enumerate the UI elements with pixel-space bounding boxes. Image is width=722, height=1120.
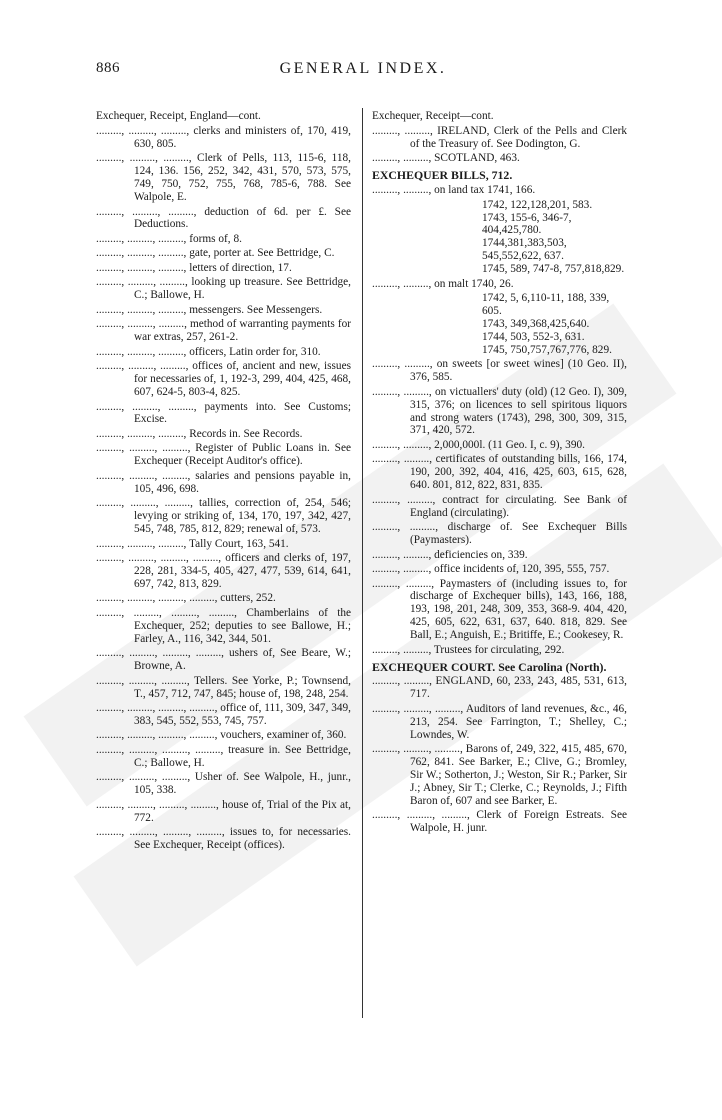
index-entry: ........., ........., ........., payments into. See Customs; Excise. [96, 400, 351, 426]
index-entry: ........., ........., ........., Records in. See Records. [96, 427, 303, 440]
index-heading: EXCHEQUER COURT. See Carolina (North). [372, 659, 607, 674]
index-entry: ........., ........., ........., officers, Latin order for, 310. [96, 345, 321, 358]
index-entry: ........., ........., deficiencies on, 339. [372, 548, 528, 561]
continued-heading: Exchequer, Receipt, England—cont. [96, 110, 261, 122]
index-entry: ........., ........., ........., Usher of. See Walpole, H., junr., 105, 338. [96, 771, 351, 797]
continued-heading: Exchequer, Receipt—cont. [372, 110, 494, 122]
index-entry: ........., ........., 2,000,000l. (11 Geo. I, c. 9), 390. [372, 438, 585, 451]
index-entry: ........., ........., ........., letters of direction, 17. [96, 261, 292, 274]
index-entry: ........., ........., ........., salaries and pensions payable in, 105, 496, 698. [96, 469, 351, 495]
index-entry: ........., ........., ........., ........., officers and clerks of, 197, 228, 281, 334-5, 405, 427, 477, 539, 614, 641, 697, 742, 813, 829. [96, 552, 351, 590]
index-entry: ........., ........., ........., Clerk of Pells, 113, 115-6, 118, 124, 136. 156, 252, 342, 431, 570, 573, 575, 749, 750, 752, 755, 768, 785-6, 788. See Walpole, E. [96, 152, 351, 204]
index-entry: ........., ........., on land tax 1741, 166. [372, 184, 536, 197]
index-entry: 1744,381,383,503, 545,552,622, 637. [482, 237, 567, 263]
right-index-column [372, 110, 627, 837]
index-entry: 1744, 503, 552-3, 631. [482, 330, 585, 343]
page-header [96, 60, 630, 82]
index-entry: ........., ........., ........., offices of, ancient and new, issues for necessaries of, 1, 192-3, 299, 404, 425, 468, 607, 624-5, 803-4, 825. [96, 360, 351, 399]
index-entry: 1742, 122,128,201, 583. [482, 198, 593, 211]
index-entry: ........., ........., ........., ........., office of, 111, 309, 347, 349, 383, 545, 552, 553, 745, 757. [96, 702, 351, 727]
index-entry: ........., ........., ........., ........., vouchers, examiner of, 360. [96, 729, 347, 742]
index-entry: 1745, 750,757,767,776, 829. [482, 343, 612, 356]
index-entry: ........., ........., Paymasters of (including issues to, for discharge of Exchequer bills), 143, 166, 188, 193, 198, 201, 248, 309, 353, 368-9. 404, 420, 425, 605, 622, 631, 637, 640. 818, 829. See Ball, E.; Anguish, E.; Britiffe, E.; Cookesey, R. [372, 577, 627, 642]
index-entry: ........., ........., ........., Clerk of Foreign Estreats. See Walpole, H. junr. [372, 809, 627, 835]
index-entry: ........., ........., office incidents of, 120, 395, 555, 757. [372, 563, 610, 576]
index-entry: ........., ........., ........., ........., ushers of, See Beare, W.; Browne, A. [96, 647, 351, 673]
index-entry: ........., ........., Trustees for circulating, 292. [372, 643, 565, 656]
index-entry: ........., ........., ........., gate, porter at. See Bettridge, C. [96, 247, 335, 260]
index-entry: ........., ........., discharge of. See Exchequer Bills (Paymasters). [372, 521, 627, 547]
index-entry: 1743, 349,368,425,640. [482, 317, 590, 330]
index-entry: ........., ........., ........., forms of, 8. [96, 232, 242, 245]
index-entry: ........., ........., ........., deduction of 6d. per £. See Deductions. [96, 205, 351, 231]
index-entry: ........., ........., contract for circulating. See Bank of England (circulating). [372, 493, 627, 519]
index-entry: ........., ........., certificates of outstanding bills, 166, 174, 190, 200, 392, 404, 416, 425, 603, 615, 628, 640. 801, 812, 822, 831, 835. [372, 453, 627, 492]
index-entry: ........., ........., ........., ........., house of, Trial of the Pix at, 772. [96, 798, 351, 824]
index-entry: ........., ........., on sweets [or sweet wines] (10 Geo. II), 376, 585. [372, 358, 627, 384]
index-entry: ........., ........., ........., Tellers. See Yorke, P.; Townsend, T., 457, 712, 747, 845; house of, 198, 248, 254. [96, 674, 351, 700]
index-entry: ........., ........., ........., ........., issues to, for necessaries. See Exchequer, Receipt (offices). [96, 826, 351, 852]
index-entry: ........., ........., ........., tallies, correction of, 254, 546; levying or striking of, 134, 170, 197, 342, 427, 545, 748, 785, 812, 829; renewal of, 573. [96, 497, 351, 536]
index-entry: ........., ........., ........., method of warranting payments for war extras, 257, 261-2. [96, 318, 351, 344]
index-entry: 1745, 589, 747-8, 757,818,829. [482, 263, 625, 276]
column-divider [362, 108, 363, 1018]
index-entry: ........., ........., ........., looking up treasure. See Bettridge, C.; Ballowe, H. [96, 276, 351, 302]
index-entry: ........., ........., IRELAND, Clerk of the Pells and Clerk of the Treasury of. See Dodington, G. [372, 124, 627, 150]
index-entry: ........., ........., SCOTLAND, 463. [372, 152, 520, 165]
index-entry: ........., ........., on victuallers' duty (old) (12 Geo. I), 309, 315, 376; on licences to sell spiritous liquors and strong waters (1743), 298, 300, 309, 315, 371, 420, 572. [372, 385, 627, 437]
index-entry: ........., ........., ........., ........., Chamberlains of the Exchequer, 252; deputies to see Ballowe, H.; Farley, A., 116, 342, 344, 501. [96, 606, 351, 645]
page-number: 886 [96, 60, 120, 76]
index-entry: ........., ........., on malt 1740, 26. [372, 277, 514, 290]
page-title: GENERAL INDEX. [279, 60, 447, 77]
index-entry: ........., ........., ........., Barons of, 249, 322, 415, 485, 670, 762, 841. See Barker, E.; Clive, G.; Bromley, Sir W.; Sotherton, J.; Weston, Sir R.; Parker, Sir J.; Abney, Sir T.; Clerke, C.; Reynolds, J.; Fifth Baron of, 607 and see Barker, E. [372, 743, 627, 807]
index-entry: ........., ........., ........., Tally Court, 163, 541. [96, 537, 289, 550]
index-entry: ........., ........., ........., Auditors of land revenues, &c., 46, 213, 254. See Farrington, T.; Shelley, C.; Lowndes, W. [372, 702, 627, 741]
index-entry: ........., ........., ........., clerks and ministers of, 170, 419, 630, 805. [96, 124, 351, 150]
index-entry: ........., ........., ........., ........., treasure in. See Bettridge, C.; Ballowe, H. [96, 743, 351, 769]
index-entry: ........., ........., ........., ........., cutters, 252. [96, 592, 276, 605]
left-index-column [96, 110, 351, 854]
index-entry: 1743, 155-6, 346-7, 404,425,780. [482, 211, 572, 237]
index-entry: ........., ........., ........., Register of Public Loans in. See Exchequer (Receipt Auditor's office). [96, 442, 351, 468]
index-heading: EXCHEQUER BILLS, 712. [372, 168, 513, 183]
index-entry: 1742, 5, 6,110-11, 188, 339, 605. [482, 292, 610, 318]
index-entry: ........., ........., ENGLAND, 60, 233, 243, 485, 531, 613, 717. [372, 675, 627, 701]
index-entry: ........., ........., ........., messengers. See Messengers. [96, 303, 323, 316]
